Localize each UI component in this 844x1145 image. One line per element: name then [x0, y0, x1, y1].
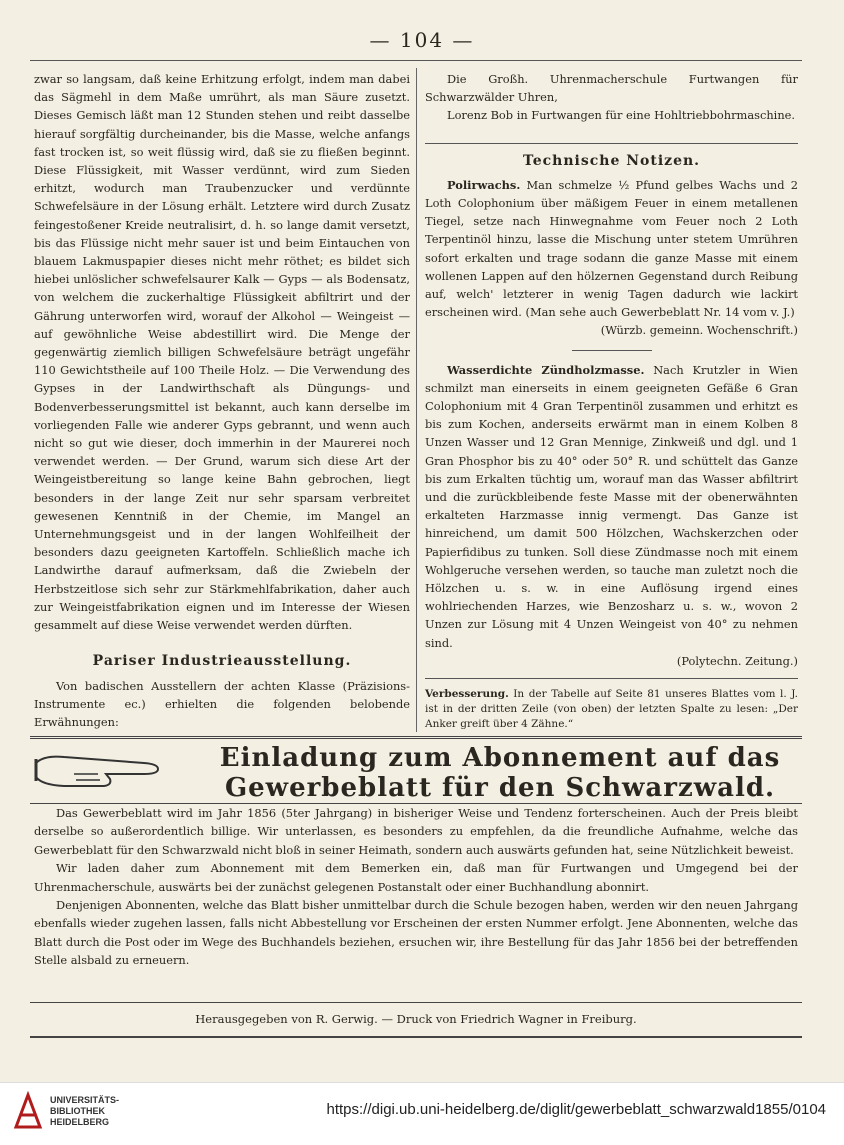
notice-paragraph-3: Denjenigen Abonnenten, welche das Blatt bisher unmittelbar durch die Schule bezogen haben, werden wir den neuen Jahrgang ebenfalls wieder zugehen lassen, falls nicht Abbestellung vor Erscheinen der ersten Nummer erfolgt. Jene Abonnenten, welche das Blatt durch die Post oder im Wege des Buchhandels beziehen, ersuchen wir, ihre Bestellung für das Jahr 1856 bei der betreffenden Stelle alsbald zu erneuern.: [34, 898, 798, 968]
section-rule: [425, 143, 798, 144]
correction-note: [425, 687, 798, 732]
notice-paragraph-2: Wir laden daher zum Abonnement mit dem Bemerken ein, daß man für Furtwangen und Umgegend bei der Uhrenmacherschule, auswärts bei der zunächst gelegenen Postanstalt oder einer Buchhandlung abonnirt.: [34, 861, 798, 894]
left-paragraph-1: zwar so langsam, daß keine Erhitzung erfolgt, indem man dabei das Sägmehl in dem Maße umrührt, als man Säure zusetzt. Dieses Gemisch läßt man 12 Stunden stehen und reibt dasselbe hierauf sorgfältig durcheinander, bis die Masse, welche anfangs fast trocken ist, so weit flüssig wird, daß sie zu fließen beginnt. Diese Flüssigkeit, mit Wasser verdünnt, wird zum Sieden erhitzt, wodurch man Traubenzucker und verdünnte Schwefelsäure in der Lösung erhält. Letztere wird durch Zusatz feingestoßener Kreide neutralisirt, d. h. so lange damit versetzt, bis das Flüssige nicht mehr sauer ist und beim Eintauchen von blauem Lakmuspapier dieses nicht mehr röthet; es bildet sich hiebei unlöslicher schwefelsaurer Kalk — Gyps — als Bodensatz, von welchem die zuckerhaltige Flüssigkeit abfiltrirt und der Gährung unterworfen wird, worauf der Alkohol — Weingeist — auf gewöhnliche Weise abdestillirt wird. Die Menge der gegenwärtig ziemlich billigen Schwefelsäure beträgt ungefähr 110 Gewichtstheile auf 100 Theile Holz. — Die Verwendung des Gypses in der Landwirthschaft als Düngungs- und Bodenverbesserungsmittel ist bekannt, auch kann derselbe im vorliegenden Falle wie anderer Gyps gebrannt, und wenn auch nicht so gut wie dieser, doch immerhin in der Maurerei noch verwendet werden. — Der Grund, warum sich diese Art der Weingeistbereitung so lange keine Bahn gebrochen, liegt besonders in der lange Zeit nur sehr sparsam verbreitet gewesenen Kenntniß in der Chemie, im Mangel an Unternehmungsgeist und in der langen Wohlfeilheit der besonders dazu geeigneten Kartoffeln. Schließlich mache ich Landwirthe darauf aufmerksam, daß die Zwiebeln der Herbstzeitlose sich sehr zur Stärkmehlfabrikation, daher auch zur Weingeistfabrikation eignen und im Interesse der Wiesen gesammelt auf diese Weise verwendet werden dürften.: [34, 72, 410, 633]
document-url-link[interactable]: https://digi.ub.uni-heidelberg.de/diglit/gewerbeblatt_schwarzwald1855/0104: [326, 1101, 826, 1118]
subscription-banner: [30, 736, 802, 804]
library-bar: [0, 1082, 844, 1145]
award-entry-2: Lorenz Bob in Furtwangen für eine Hohltriebbohrmaschine.: [447, 108, 796, 123]
section-heading-technische-notizen: Technische Notizen.: [522, 152, 701, 169]
notice-paragraph-1: Das Gewerbeblatt wird im Jahr 1856 (5ter Jahrgang) in bisheriger Weise und Tendenz forterscheinen. Auch der Preis bleibt derselbe so außerordentlich billige. Wir unterlassen, es besonders zu empfehlen, da die freundliche Aufnahme, welche das Gewerbeblatt für den Schwarzwald nicht bloß in seiner Heimath, sondern auch auswärts gefunden hat, seine Nützlichkeit beweist.: [34, 806, 798, 857]
left-paragraph-2: Von badischen Ausstellern der achten Klasse (Präzisions-Instrumente ec.) erhielten die folgenden belobende Erwähnungen:: [34, 678, 410, 729]
university-library-logo-icon: [12, 1091, 44, 1131]
subscription-notice: [34, 804, 798, 970]
page-number: — 104 —: [369, 28, 475, 52]
notice-text-zuendholzmasse: Nach Krutzler in Wien schmilzt man einerseits in einem geeigneten Gefäße 6 Gran Colophonium mit 4 Gran Terpentinöl zusammen und erhitzt es bis zum Kochen, anderseits erwärmt man in einem Kolben 8 Unzen Wasser und 12 Gran Mennige, Zinkweiß und dgl. und 1 Gran Phosphor bis zu 40° oder 50° R. und schüttelt das Ganze bis zum Erkalten tüchtig um, worauf man das Wasser abfiltrirt und die zurückbleibende feste Masse mit der obenerwähnten erkalteten Harzmasse innig vermengt. Das Ganze ist hinreichend, um damit 500 Hölzchen, Wachskerzchen oder Papierfidibus zu tunken. Soll diese Zündmasse noch mit einem Wohlgeruche versehen werden, so tauche man zuletzt noch die Hölzchen u. s. w. in eine Auflösung irgend eines wohlriechenden Harzes, wie Benzosharz u. s. w., wovon 2 Unzen zur Lösung mit 4 Unzen Weingeist von 40° zu nehmen sind.: [425, 362, 798, 650]
library-name-line-1: UNIVERSITÄTS-: [50, 1095, 120, 1105]
correction-text: In der Tabelle auf Seite 81 unseres Blattes vom l. J. ist in der dritten Zeile (von oben) der letzten Spalte zu lesen: „Der Anker greift über 4 Zähne.“: [425, 688, 798, 731]
correction-rule: [425, 678, 798, 679]
award-entry-1: Die Großh. Uhrenmacherschule Furtwangen für Schwarzwälder Uhren,: [425, 72, 798, 105]
section-heading-industrieausstellung: Pariser Industrieausstellung.: [92, 653, 352, 670]
imprint-footer: Herausgegeben von R. Gerwig. — Druck von Friedrich Wagner in Freiburg.: [195, 1012, 637, 1026]
correction-title: Verbesserung.: [425, 688, 509, 701]
pointing-hand-icon: [34, 749, 194, 791]
library-name-line-2: BIBLIOTHEK: [50, 1106, 105, 1116]
notice-polirwachs: [425, 176, 798, 322]
separator: [572, 350, 652, 351]
notice-text-polirwachs: Man schmelze ½ Pfund gelbes Wachs und 2 Loth Colophonium über mäßigem Feuer in einem metallenen Tiegel, setze nach Hinwegnahme vom Feuer noch 2 Loth Terpentinöl hinzu, lasse die Mischung unter stetem Umrühren sofort erkalten und trage sodann die ganze Masse mit einem wollenen Lappen auf den hölzernen Gegenstand durch Reibung auf, welch' letzterer in wenig Tagen dadurch wie lackirt erscheinen wird. (Man sehe auch Gewerbeblatt Nr. 14 vom v. J.): [425, 177, 798, 320]
notice-zuendholzmasse: [425, 361, 798, 652]
library-name-line-3: HEIDELBERG: [50, 1117, 110, 1127]
library-name: [50, 1095, 119, 1128]
footer-rule-top: [30, 1002, 802, 1003]
source-polirwachs: (Würzb. gemeinn. Wochenschrift.): [600, 323, 798, 338]
banner-title: Einladung zum Abonnement auf das Gewerbeblatt für den Schwarzwald.: [219, 743, 781, 803]
top-rule: [30, 60, 802, 61]
column-divider: [416, 68, 417, 732]
left-column: [34, 70, 410, 731]
notice-title-polirwachs: Polirwachs.: [447, 177, 521, 192]
footer-rule-bottom: [30, 1036, 802, 1038]
source-zuendholzmasse: (Polytechn. Zeitung.): [676, 653, 798, 668]
right-column: [425, 70, 798, 732]
notice-title-zuendholzmasse: Wasserdichte Zündholzmasse.: [447, 362, 645, 377]
